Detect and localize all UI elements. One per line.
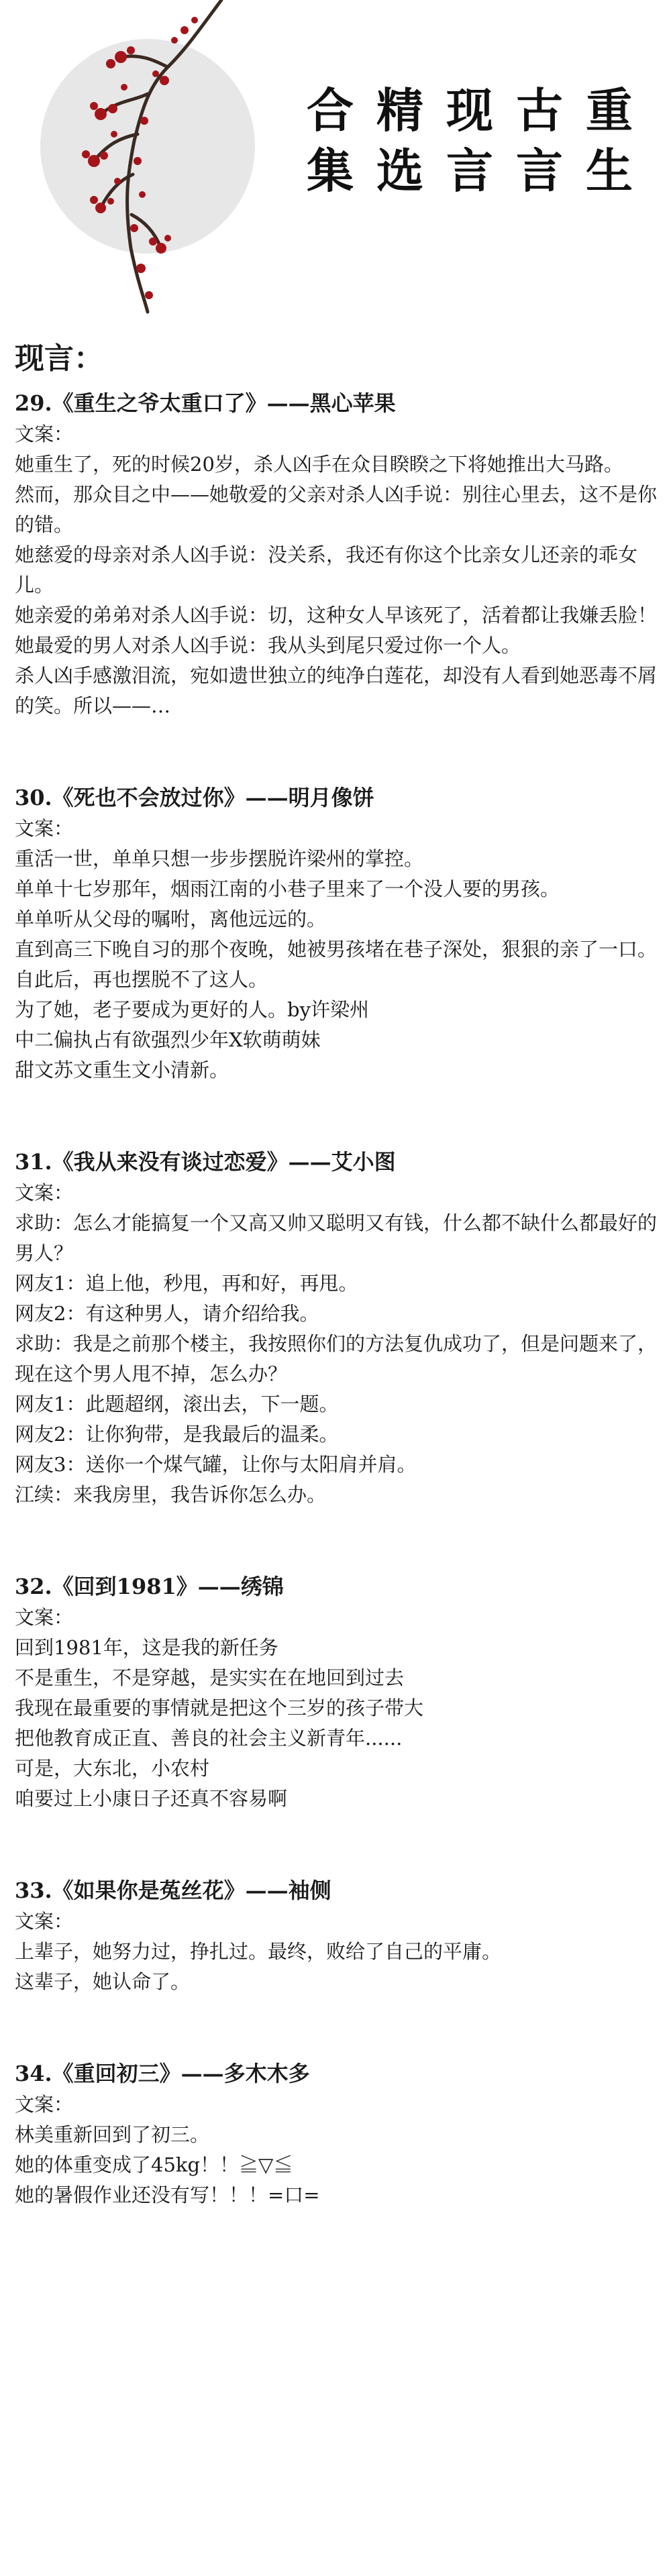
header-banner	[0, 0, 671, 315]
title-char: 重	[586, 83, 633, 138]
synopsis-line: 回到1981年，这是我的新任务	[15, 1636, 278, 1659]
book-title: 34.《重回初三》——多木木多	[15, 2061, 310, 2086]
title-char: 生	[586, 144, 633, 199]
synopsis-line: 求助：怎么才能搞复一个又高又帅又聪明又有钱，什么都不缺什么都最好的男人？	[15, 1212, 658, 1265]
synopsis-line: 她最爱的男人对杀人凶手说：我从头到尾只爱过你一个人。	[15, 634, 521, 657]
synopsis-label: 文案：	[15, 817, 74, 840]
synopsis-label: 文案：	[15, 1181, 74, 1204]
synopsis-line: 求助：我是之前那个楼主，我按照你们的方法复仇成功了，但是问题来了，现在这个男人甩不掉，怎么办？	[15, 1332, 658, 1385]
synopsis-line: 网友3：送你一个煤气罐，让你与太阳肩并肩。	[15, 1453, 417, 1476]
synopsis-line: 上辈子，她努力过，挣扎过。最终，败给了自己的平庸。	[15, 1940, 502, 1963]
title-char: 选	[376, 144, 423, 199]
title-char: 言	[446, 144, 493, 199]
synopsis-line: 网友1：追上他，秒甩，再和好，再甩。	[15, 1272, 358, 1295]
synopsis-line: 网友2：有这种男人，请介绍给我。	[15, 1302, 319, 1325]
synopsis-line: 为了她，老子要成为更好的人。by许梁州	[15, 998, 369, 1021]
synopsis-line: 可是，大东北，小农村	[15, 1757, 210, 1780]
synopsis-line: 她的体重变成了45kg！！≧▽≦	[15, 2153, 293, 2176]
synopsis-label: 文案：	[15, 423, 74, 445]
book-list	[15, 339, 659, 2271]
title-char: 精	[376, 83, 423, 138]
book-entry	[15, 782, 659, 1085]
book-entry	[15, 1570, 659, 1814]
title-char: 合	[307, 83, 354, 138]
category-heading: 现言：	[15, 341, 103, 376]
synopsis-line: 网友1：此题超纲，滚出去，下一题。	[15, 1393, 339, 1415]
book-title: 29.《重生之爷太重口了》——黑心苹果	[15, 390, 396, 416]
synopsis-line: 单单十七岁那年，烟雨江南的小巷子里来了一个没人要的男孩。	[15, 877, 560, 900]
synopsis-line: 网友2：让你狗带，是我最后的温柔。	[15, 1423, 339, 1446]
synopsis-line: 把他教育成正直、善良的社会主义新青年......	[15, 1727, 403, 1750]
title-char: 言	[516, 144, 563, 199]
synopsis-line: 杀人凶手感激泪流，宛如遗世独立的纯净白莲花，却没有人看到她恶毒不屑的笑。所以——…	[15, 664, 658, 717]
synopsis-line: 她慈爱的母亲对杀人凶手说：没关系，我还有你这个比亲女儿还亲的乖女儿。	[15, 543, 638, 596]
synopsis-line: 她的暑假作业还没有写！！！=口=	[15, 2184, 320, 2206]
synopsis-line: 单单听从父母的嘱咐，离他远远的。	[15, 908, 327, 930]
synopsis-line: 这辈子，她认命了。	[15, 1970, 191, 1993]
synopsis-label: 文案：	[15, 1910, 74, 1933]
book-entry	[15, 1874, 659, 1997]
synopsis-line: 重活一世，单单只想一步步摆脱许梁州的掌控。	[15, 847, 424, 870]
synopsis-line: 我现在最重要的事情就是把这个三岁的孩子带大	[15, 1697, 424, 1719]
title-char: 集	[307, 144, 354, 199]
synopsis-label: 文案：	[15, 2093, 74, 2116]
book-entry	[15, 387, 659, 721]
synopsis-line: 然而，那众目之中——她敬爱的父亲对杀人凶手说：别往心里去，这不是你的错。	[15, 483, 658, 536]
title-char: 古	[516, 83, 563, 138]
title-char: 现	[446, 83, 493, 138]
book-title: 33.《如果你是菟丝花》——袖侧	[15, 1878, 331, 1903]
collection-title	[295, 80, 644, 201]
synopsis-line: 江续：来我房里，我告诉你怎么办。	[15, 1483, 327, 1506]
book-entry	[15, 2057, 659, 2210]
synopsis-line: 林美重新回到了初三。	[15, 2123, 210, 2146]
synopsis-line: 不是重生，不是穿越，是实实在在地回到过去	[15, 1666, 405, 1689]
book-title: 31.《我从来没有谈过恋爱》——艾小图	[15, 1149, 396, 1175]
synopsis-line: 咱要过上小康日子还真不容易啊	[15, 1787, 288, 1810]
synopsis-line: 直到高三下晚自习的那个夜晚，她被男孩堵在巷子深处，狠狠的亲了一口。自此后，再也摆脱不了这人。	[15, 938, 658, 991]
book-title: 32.《回到1981》——绣锦	[15, 1574, 284, 1599]
synopsis-label: 文案：	[15, 1606, 74, 1629]
synopsis-line: 她重生了，死的时候20岁，杀人凶手在众目睽睽之下将她推出大马路。	[15, 453, 623, 476]
book-title: 30.《死也不会放过你》——明月像饼	[15, 785, 374, 810]
synopsis-line: 她亲爱的弟弟对杀人凶手说：切，这种女人早该死了，活着都让我嫌丢脸！	[15, 604, 658, 627]
synopsis-line: 甜文苏文重生文小清新。	[15, 1059, 229, 1081]
book-entry	[15, 1146, 659, 1510]
synopsis-line: 中二偏执占有欲强烈少年X软萌萌妹	[15, 1028, 321, 1051]
